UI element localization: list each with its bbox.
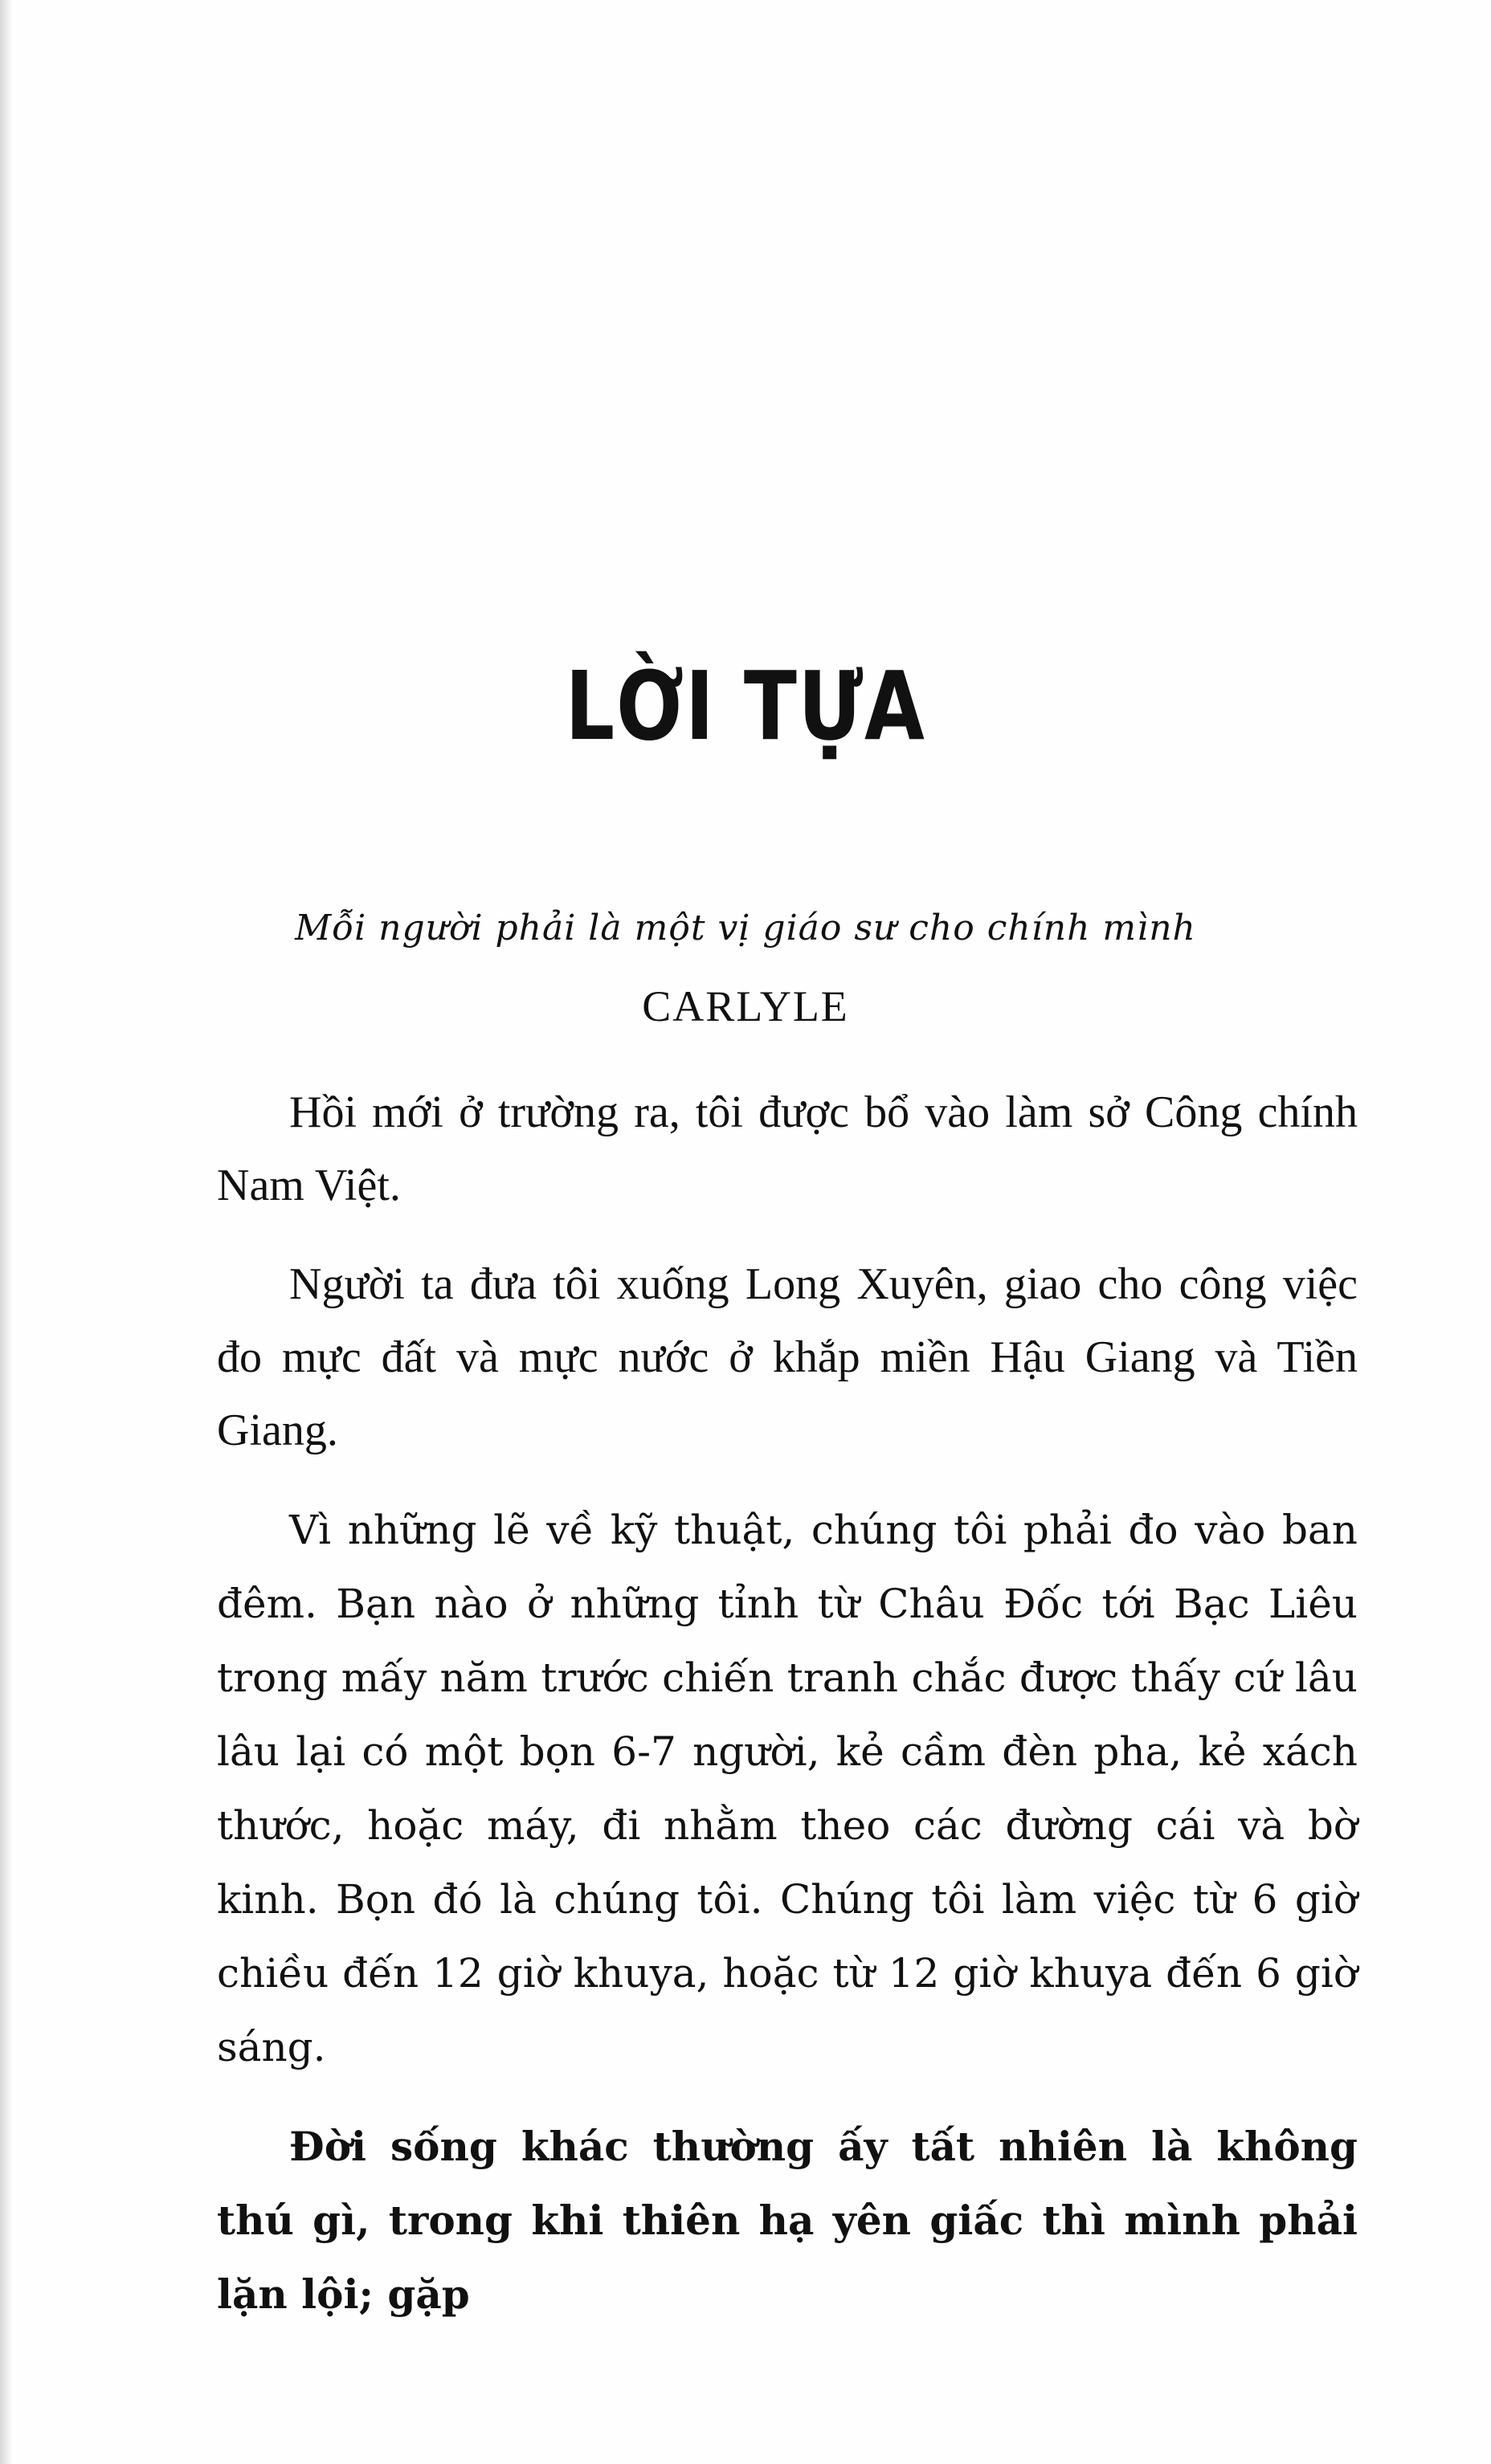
page-gutter-shadow	[0, 0, 13, 2464]
paragraph: Hồi mới ở trường ra, tôi được bổ vào làm sở Công chính Nam Việt.	[217, 1087, 1358, 1210]
paragraph: Vì những lẽ về kỹ thuật, chúng tôi phải đo vào ban đêm. Bạn nào ở những tỉnh từ Châu Đốc tới Bạc Liêu trong mấy năm trước chiến tranh chắc được thấy cứ lâu lâu lại có một bọn 6-7 người, kẻ cầm đèn pha, kẻ xách thước, hoặc máy, đi nhằm theo các đường cái và bờ kinh. Bọn đó là chúng tôi. Chúng tôi làm việc từ 6 giờ chiều đến 12 giờ khuya, hoặc từ 12 giờ khuya đến 6 giờ sáng.	[217, 1507, 1358, 2070]
chapter-title: LỜI TỰA	[565, 651, 926, 761]
paragraph: Đời sống khác thường ấy tất nhiên là không thú gì, trong khi thiên hạ yên giấc thì mình phải lặn lội; gặp	[217, 2123, 1358, 2318]
epigraph-author: CARLYLE	[642, 982, 849, 1030]
paragraph: Người ta đưa tôi xuống Long Xuyên, giao cho công việc đo mực đất và mực nước ở khắp miền Hậu Giang và Tiền Giang.	[217, 1259, 1358, 1455]
body-text	[217, 1076, 1358, 2357]
epigraph-quote: Mỗi người phải là một vị giáo sư cho chính mình	[295, 908, 1196, 948]
